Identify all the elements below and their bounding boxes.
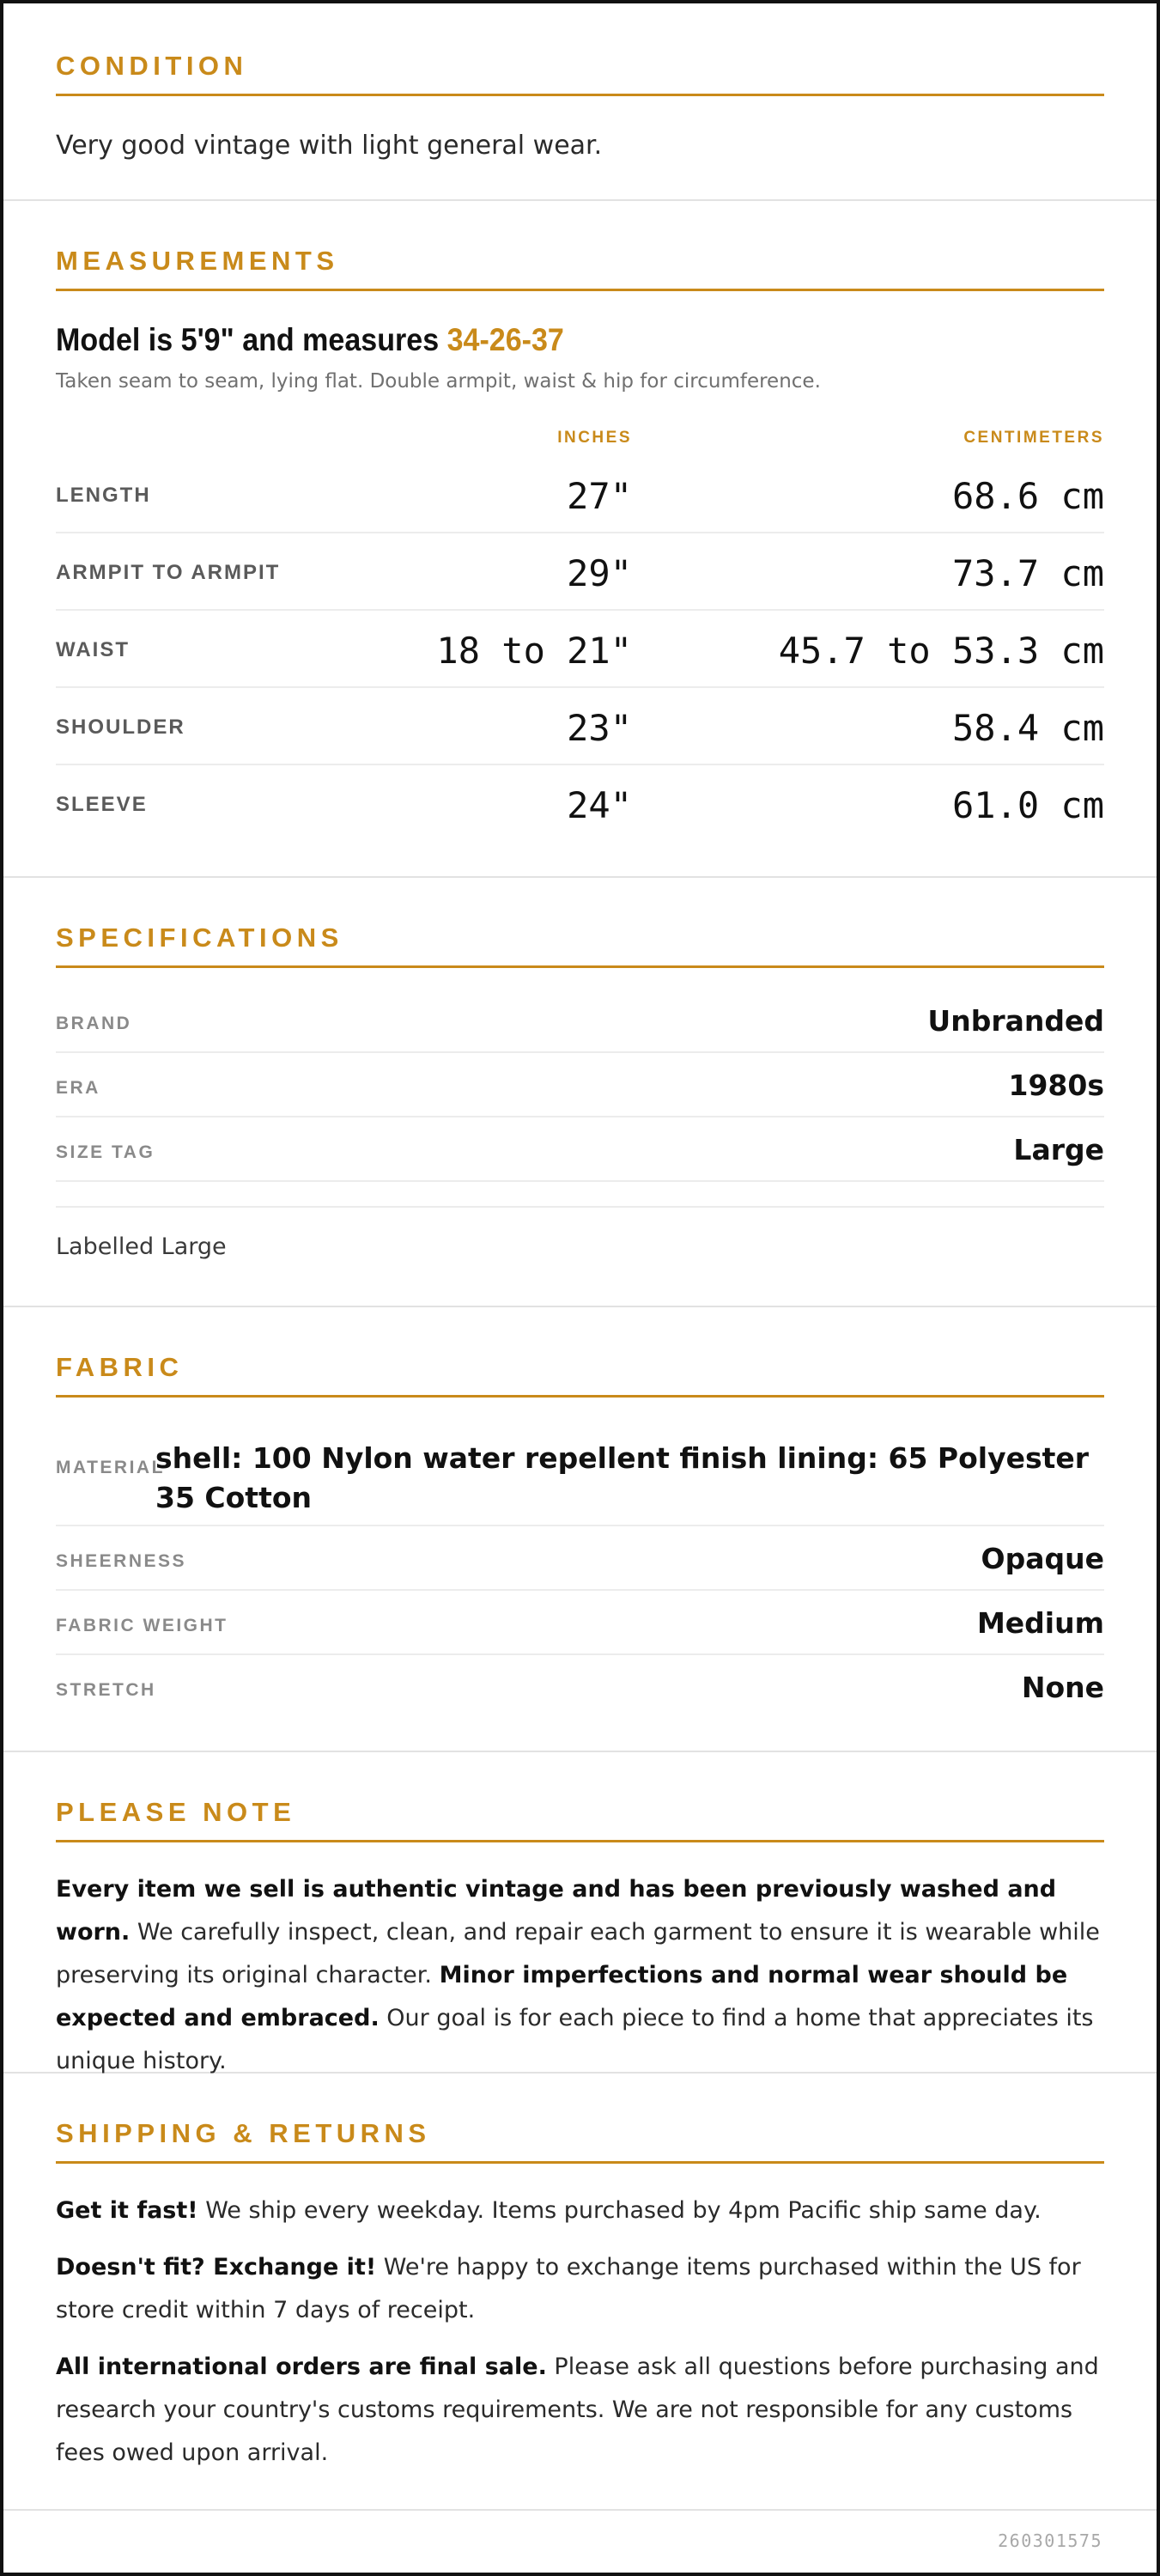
measurement-label: SHOULDER [56, 716, 185, 739]
spec-value: Large [1013, 1133, 1104, 1166]
spec-value: 1980s [1008, 1069, 1104, 1102]
fabric-value: Opaque [981, 1542, 1104, 1575]
please-note-text-2: Our goal is for each piece to find a home that appreciates its unique history. [56, 2005, 1094, 2074]
measurement-row-sleeve [56, 765, 1104, 843]
measurement-cm: 61.0 cm [951, 784, 1104, 826]
condition-section [3, 3, 1157, 201]
measurement-label: LENGTH [56, 484, 151, 507]
condition-heading: CONDITION [56, 51, 1104, 96]
fabric-row-sheerness [56, 1526, 1104, 1591]
sku-number: 260301575 [998, 2530, 1102, 2551]
shipping-bold: All international orders are final sale. [56, 2354, 547, 2380]
please-note-heading: PLEASE NOTE [56, 1797, 1104, 1842]
shipping-text: We're happy to exchange items purchased within the US for store credit within 7 days of receipt. [56, 2254, 1081, 2323]
measurement-table-header [56, 415, 1104, 456]
measurement-label: ARMPIT TO ARMPIT [56, 561, 281, 584]
fabric-row-stretch [56, 1655, 1104, 1720]
measurement-inches: 18 to 21" [436, 630, 632, 672]
shipping-text: Please ask all questions before purchasing and research your country's customs requirements. We are not responsible for any customs fees owed upon arrival. [56, 2354, 1099, 2466]
size-tag-note: Labelled Large [56, 1233, 227, 1260]
shipping-text: We ship every weekday. Items purchased by 4pm Pacific ship same day. [197, 2197, 1042, 2224]
please-note-text [56, 1868, 1104, 2083]
shipping-section [3, 2074, 1157, 2511]
please-note-section [3, 1752, 1157, 2074]
fabric-section [3, 1307, 1157, 1752]
measurement-cm: 73.7 cm [951, 552, 1104, 594]
fabric-label: MATERIAL [56, 1458, 165, 1477]
fabric-row-material [56, 1398, 1104, 1526]
measurement-cm: 45.7 to 53.3 cm [778, 630, 1104, 672]
fabric-label: FABRIC WEIGHT [56, 1616, 228, 1635]
please-note-text-1: We carefully inspect, clean, and repair each garment to ensure it is wearable while preserving its original character. [56, 1919, 1100, 1988]
divider [56, 1182, 1104, 1208]
measurements-heading: MEASUREMENTS [56, 246, 1104, 291]
measurement-row-length [56, 456, 1104, 533]
fabric-label: SHEERNESS [56, 1551, 187, 1571]
spec-label: BRAND [56, 1014, 132, 1033]
spec-row-brand [56, 989, 1104, 1053]
fabric-label: STRETCH [56, 1680, 156, 1700]
spec-label: ERA [56, 1078, 100, 1098]
please-note-bold-2: Minor imperfections and normal wear should be expected and embraced. [56, 1962, 1068, 2031]
spec-row-size-tag [56, 1117, 1104, 1182]
measurements-section [3, 201, 1157, 878]
shipping-heading: SHIPPING & RETURNS [56, 2118, 1104, 2164]
condition-text: Very good vintage with light general wear. [56, 131, 603, 161]
measurement-row-shoulder [56, 688, 1104, 765]
shipping-bold: Doesn't fit? Exchange it! [56, 2254, 377, 2281]
measurement-label: SLEEVE [56, 793, 148, 816]
fabric-heading: FABRIC [56, 1352, 1104, 1398]
measurement-row-waist [56, 611, 1104, 688]
model-measurements [56, 322, 1020, 358]
measurement-inches: 23" [567, 707, 632, 749]
measurement-table [56, 456, 1104, 843]
measurement-cm: 68.6 cm [951, 475, 1104, 517]
measurement-row-armpit [56, 533, 1104, 611]
model-measures-value: 34-26-37 [446, 322, 564, 357]
spec-row-era [56, 1053, 1104, 1117]
specifications-heading: SPECIFICATIONS [56, 923, 1104, 968]
measurement-inches: 24" [567, 784, 632, 826]
fabric-row-weight [56, 1591, 1104, 1655]
shipping-paragraph-exchange [56, 2246, 1104, 2332]
specifications-list [56, 989, 1104, 1208]
measurement-label: WAIST [56, 638, 130, 661]
model-prefix: Model is 5'9" and measures [56, 322, 447, 357]
shipping-paragraph-fast [56, 2189, 1104, 2232]
fabric-list [56, 1398, 1104, 1720]
fabric-value: Medium [976, 1606, 1104, 1640]
column-header-centimeters: CENTIMETERS [963, 429, 1104, 447]
measurement-note: Taken seam to seam, lying flat. Double armpit, waist & hip for circumference. [56, 370, 821, 393]
spec-value: Unbranded [927, 1004, 1104, 1038]
measurement-inches: 29" [567, 552, 632, 594]
shipping-bold: Get it fast! [56, 2197, 198, 2224]
specifications-section [3, 878, 1157, 1307]
please-note-bold-1: Every item we sell is authentic vintage and has been previously washed and worn. [56, 1876, 1057, 1946]
measurement-cm: 58.4 cm [951, 707, 1104, 749]
spec-label: SIZE TAG [56, 1142, 155, 1162]
fabric-value: None [1021, 1671, 1104, 1704]
shipping-paragraph-international [56, 2346, 1104, 2475]
column-header-inches: INCHES [557, 429, 632, 447]
measurement-inches: 27" [567, 475, 632, 517]
fabric-value: shell: 100 Nylon water repellent finish lining: 65 Polyester 35 Cotton [155, 1441, 1090, 1514]
